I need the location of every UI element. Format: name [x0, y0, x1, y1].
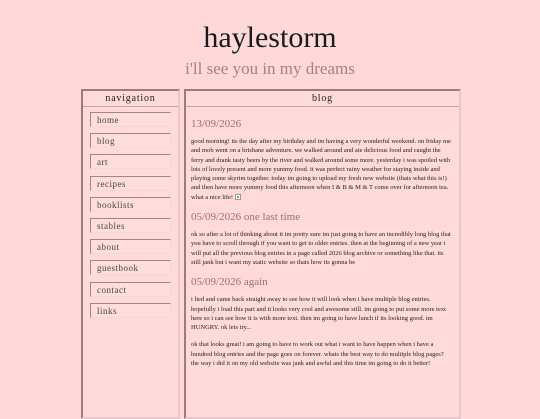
blog-heading: blog: [186, 91, 459, 107]
post-paragraph: good morning! its the day after my birthday and im having a very wonderful weekend. on friday me and mob went on a brisbane adventure. we walked around and ate delicious food and caught the ferry and drank tasty beers by the river and walked around some more. yesterday i was spoiled with lots of lovely present and more yummy food. it was perfect rainy weather for staying inside and playing some skyrim together. today im going to upload my fresh new website (thats what this is!) and then have more yummy food this afternoon when I & B & M & T come over for afternoon tea. what a nice life!: [191, 138, 451, 201]
broken-image-icon: [235, 194, 241, 200]
navigation-panel: [81, 89, 180, 419]
site-title: haylestorm: [203, 21, 337, 54]
nav-contact-button[interactable]: contact: [90, 282, 171, 297]
nav-about-button[interactable]: about: [90, 239, 171, 254]
nav-guestbook-button[interactable]: guestbook: [90, 260, 171, 275]
nav-booklists-button[interactable]: booklists: [90, 197, 171, 212]
nav-home-button[interactable]: home: [90, 112, 171, 127]
nav-links-button[interactable]: links: [90, 303, 171, 318]
nav-recipes-button[interactable]: recipes: [90, 176, 171, 191]
post-paragraph: ok so after a lot of thinking about it im pretty sure im just going to have an incredibly long blog that you have to scroll through if you want to get to older entries. then at the beginning of a new year i will put all the previous blog entries in a page called 2026 blog archive or something like that. its still jank but i want my static website so thats how its gonna be: [191, 231, 451, 266]
navigation-list: [83, 107, 178, 318]
post-paragraph: ok that looks great! i am going to have to work out what i want to have happen when i have a hundred blog entries and the page goes on forever. whats the best way to do multiple blog pages? the way i did it on my old website was jank and awful and this time im going to do it better!: [191, 341, 444, 368]
post-paragraph: i lied and came back straight away to see how it will look when i have multiple blog entries. hopefully i load this part and it looks very cool and awesome still. im going to put some more text here so i can see how it is with more text. then im going to have lunch if its looking good. im HUNGRY. ok lets try...: [191, 296, 446, 332]
post-date: 05/09/2026 one last time: [191, 211, 301, 224]
nav-blog-button[interactable]: blog: [90, 133, 171, 148]
nav-art-button[interactable]: art: [90, 154, 171, 169]
blog-panel[interactable]: [184, 89, 461, 419]
blog-body: [186, 107, 459, 368]
nav-stables-button[interactable]: stables: [90, 218, 171, 233]
post-date: 05/09/2026 again: [191, 276, 268, 289]
site-subtitle: i'll see you in my dreams: [185, 59, 355, 78]
post-date: 13/09/2026: [191, 118, 242, 130]
navigation-heading: navigation: [83, 91, 178, 107]
